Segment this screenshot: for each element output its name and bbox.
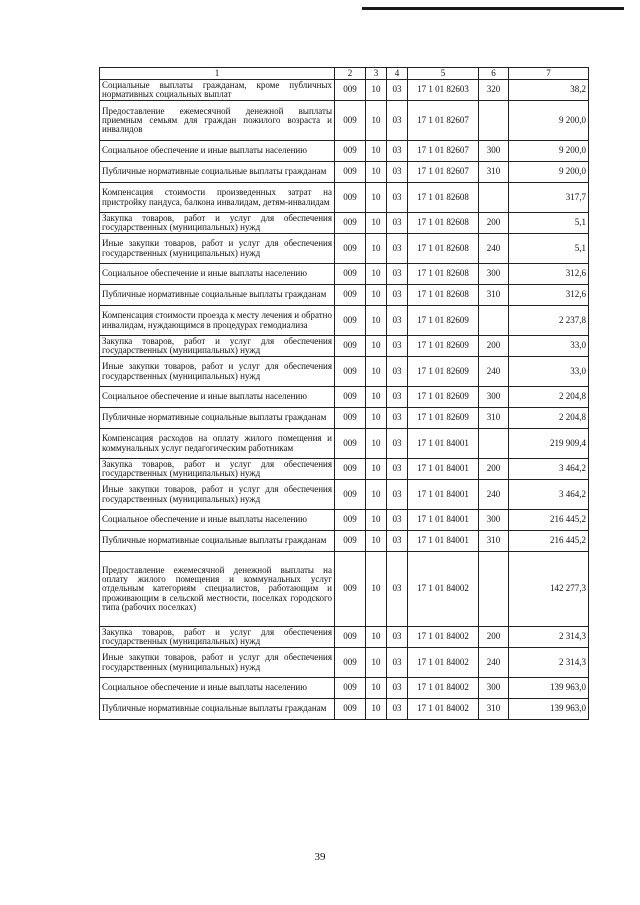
row-ved-cell: 009 xyxy=(335,408,366,429)
row-section-cell: 10 xyxy=(366,264,387,285)
table-row xyxy=(100,306,589,336)
row-expense-type-cell xyxy=(479,429,509,459)
row-expense-type-cell: 240 xyxy=(479,357,509,387)
row-section-cell: 10 xyxy=(366,678,387,699)
row-expense-type-cell: 300 xyxy=(479,141,509,162)
row-amount-cell: 312,6 xyxy=(509,285,589,306)
row-expense-type-cell: 320 xyxy=(479,80,509,101)
row-section-cell: 10 xyxy=(366,336,387,357)
row-ved-cell: 009 xyxy=(335,480,366,510)
row-target-article-cell: 17 1 01 82609 xyxy=(408,387,479,408)
row-expense-type-cell: 310 xyxy=(479,408,509,429)
row-expense-type-cell: 200 xyxy=(479,627,509,648)
row-expense-type-cell xyxy=(479,101,509,141)
row-expense-type-cell: 240 xyxy=(479,480,509,510)
row-target-article-cell: 17 1 01 82607 xyxy=(408,162,479,183)
row-expense-type-cell: 310 xyxy=(479,162,509,183)
row-subsection-cell: 03 xyxy=(387,648,408,678)
row-section-cell: 10 xyxy=(366,648,387,678)
table-row xyxy=(100,699,589,720)
row-amount-cell: 2 237,8 xyxy=(509,306,589,336)
row-subsection-cell: 03 xyxy=(387,459,408,480)
table-row xyxy=(100,264,589,285)
row-expense-type-cell: 240 xyxy=(479,234,509,264)
row-amount-cell: 219 909,4 xyxy=(509,429,589,459)
row-ved-cell: 009 xyxy=(335,80,366,101)
row-ved-cell: 009 xyxy=(335,285,366,306)
row-subsection-cell: 03 xyxy=(387,627,408,648)
table-row xyxy=(100,429,589,459)
row-name-cell: Компенсация расходов на оплату жилого помещения и коммунальных услуг педагогическим работникам xyxy=(100,429,335,459)
row-expense-type-cell xyxy=(479,183,509,213)
row-subsection-cell: 03 xyxy=(387,234,408,264)
table-row xyxy=(100,183,589,213)
row-amount-cell: 142 277,3 xyxy=(509,552,589,627)
header-col-6: 6 xyxy=(479,68,509,80)
row-subsection-cell: 03 xyxy=(387,678,408,699)
header-col-1: 1 xyxy=(100,68,335,80)
row-expense-type-cell: 200 xyxy=(479,336,509,357)
table-row xyxy=(100,141,589,162)
row-target-article-cell: 17 1 01 84001 xyxy=(408,510,479,531)
row-subsection-cell: 03 xyxy=(387,429,408,459)
row-name-cell: Компенсация стоимости произведенных затрат на пристройку пандуса, балкона инвалидам, детям-инвалидам xyxy=(100,183,335,213)
row-ved-cell: 009 xyxy=(335,162,366,183)
row-target-article-cell: 17 1 01 82608 xyxy=(408,234,479,264)
row-subsection-cell: 03 xyxy=(387,699,408,720)
row-section-cell: 10 xyxy=(366,429,387,459)
row-subsection-cell: 03 xyxy=(387,531,408,552)
row-name-cell: Иные закупки товаров, работ и услуг для обеспечения государственных (муниципальных) нужд xyxy=(100,234,335,264)
row-amount-cell: 216 445,2 xyxy=(509,510,589,531)
table-row xyxy=(100,336,589,357)
row-section-cell: 10 xyxy=(366,480,387,510)
row-name-cell: Предоставление ежемесячной денежной выплаты приемным семьям для граждан пожилого возраста и инвалидов xyxy=(100,101,335,141)
table-row xyxy=(100,285,589,306)
row-name-cell: Компенсация стоимости проезда к месту лечения и обратно инвалидам, нуждающимся в процедурах гемодиализа xyxy=(100,306,335,336)
row-amount-cell: 38,2 xyxy=(509,80,589,101)
row-section-cell: 10 xyxy=(366,141,387,162)
row-amount-cell: 5,1 xyxy=(509,213,589,234)
row-section-cell: 10 xyxy=(366,627,387,648)
row-amount-cell: 2 204,8 xyxy=(509,408,589,429)
row-ved-cell: 009 xyxy=(335,459,366,480)
row-subsection-cell: 03 xyxy=(387,141,408,162)
row-name-cell: Публичные нормативные социальные выплаты гражданам xyxy=(100,285,335,306)
row-expense-type-cell: 310 xyxy=(479,531,509,552)
row-target-article-cell: 17 1 01 82609 xyxy=(408,357,479,387)
row-ved-cell: 009 xyxy=(335,510,366,531)
row-name-cell: Социальное обеспечение и иные выплаты населению xyxy=(100,678,335,699)
table-row xyxy=(100,101,589,141)
row-section-cell: 10 xyxy=(366,162,387,183)
row-ved-cell: 009 xyxy=(335,699,366,720)
row-target-article-cell: 17 1 01 82609 xyxy=(408,336,479,357)
row-name-cell: Публичные нормативные социальные выплаты гражданам xyxy=(100,699,335,720)
row-name-cell: Социальное обеспечение и иные выплаты населению xyxy=(100,510,335,531)
row-target-article-cell: 17 1 01 84001 xyxy=(408,480,479,510)
table-row xyxy=(100,648,589,678)
row-amount-cell: 9 200,0 xyxy=(509,162,589,183)
table-row xyxy=(100,162,589,183)
row-ved-cell: 009 xyxy=(335,648,366,678)
row-name-cell: Иные закупки товаров, работ и услуг для обеспечения государственных (муниципальных) нужд xyxy=(100,480,335,510)
row-target-article-cell: 17 1 01 84001 xyxy=(408,531,479,552)
table-row xyxy=(100,234,589,264)
row-ved-cell: 009 xyxy=(335,213,366,234)
table-row xyxy=(100,357,589,387)
row-amount-cell: 33,0 xyxy=(509,336,589,357)
row-ved-cell: 009 xyxy=(335,183,366,213)
table-row xyxy=(100,459,589,480)
row-expense-type-cell: 200 xyxy=(479,459,509,480)
row-ved-cell: 009 xyxy=(335,429,366,459)
row-amount-cell: 5,1 xyxy=(509,234,589,264)
row-amount-cell: 9 200,0 xyxy=(509,101,589,141)
row-subsection-cell: 03 xyxy=(387,80,408,101)
row-target-article-cell: 17 1 01 82608 xyxy=(408,183,479,213)
row-subsection-cell: 03 xyxy=(387,183,408,213)
table-row xyxy=(100,80,589,101)
header-row xyxy=(100,68,589,80)
header-col-2: 2 xyxy=(335,68,366,80)
row-section-cell: 10 xyxy=(366,531,387,552)
table-row xyxy=(100,387,589,408)
row-target-article-cell: 17 1 01 84002 xyxy=(408,648,479,678)
header-col-5: 5 xyxy=(408,68,479,80)
table-row xyxy=(100,531,589,552)
table-body xyxy=(100,80,589,720)
budget-table xyxy=(99,67,589,720)
top-rule xyxy=(362,7,624,10)
table-row xyxy=(100,408,589,429)
table-row xyxy=(100,480,589,510)
row-expense-type-cell: 240 xyxy=(479,648,509,678)
table-row xyxy=(100,627,589,648)
row-amount-cell: 3 464,2 xyxy=(509,459,589,480)
row-ved-cell: 009 xyxy=(335,552,366,627)
row-ved-cell: 009 xyxy=(335,678,366,699)
row-subsection-cell: 03 xyxy=(387,408,408,429)
row-subsection-cell: 03 xyxy=(387,510,408,531)
row-section-cell: 10 xyxy=(366,306,387,336)
row-expense-type-cell: 300 xyxy=(479,387,509,408)
row-amount-cell: 312,6 xyxy=(509,264,589,285)
row-subsection-cell: 03 xyxy=(387,285,408,306)
row-subsection-cell: 03 xyxy=(387,480,408,510)
row-name-cell: Предоставление ежемесячной денежной выплаты на оплату жилого помещения и коммунальных услуг отдельным категориям специалистов, работающим и проживающим в сельской местности, поселках городского типа (рабочих поселках) xyxy=(100,552,335,627)
row-name-cell: Социальные выплаты гражданам, кроме публичных нормативных социальных выплат xyxy=(100,80,335,101)
row-target-article-cell: 17 1 01 84002 xyxy=(408,699,479,720)
row-subsection-cell: 03 xyxy=(387,336,408,357)
row-amount-cell: 33,0 xyxy=(509,357,589,387)
row-ved-cell: 009 xyxy=(335,101,366,141)
row-section-cell: 10 xyxy=(366,101,387,141)
table-row xyxy=(100,678,589,699)
row-ved-cell: 009 xyxy=(335,336,366,357)
row-section-cell: 10 xyxy=(366,285,387,306)
row-subsection-cell: 03 xyxy=(387,552,408,627)
row-section-cell: 10 xyxy=(366,80,387,101)
row-name-cell: Публичные нормативные социальные выплаты гражданам xyxy=(100,162,335,183)
row-name-cell: Публичные нормативные социальные выплаты гражданам xyxy=(100,408,335,429)
row-expense-type-cell: 300 xyxy=(479,510,509,531)
row-ved-cell: 009 xyxy=(335,264,366,285)
table-row xyxy=(100,510,589,531)
row-section-cell: 10 xyxy=(366,234,387,264)
row-amount-cell: 139 963,0 xyxy=(509,678,589,699)
row-expense-type-cell: 310 xyxy=(479,699,509,720)
row-amount-cell: 216 445,2 xyxy=(509,531,589,552)
row-target-article-cell: 17 1 01 82608 xyxy=(408,285,479,306)
row-name-cell: Социальное обеспечение и иные выплаты населению xyxy=(100,264,335,285)
row-target-article-cell: 17 1 01 82603 xyxy=(408,80,479,101)
row-target-article-cell: 17 1 01 82607 xyxy=(408,101,479,141)
row-target-article-cell: 17 1 01 82608 xyxy=(408,213,479,234)
row-target-article-cell: 17 1 01 82609 xyxy=(408,408,479,429)
header-col-3: 3 xyxy=(366,68,387,80)
row-ved-cell: 009 xyxy=(335,141,366,162)
row-name-cell: Закупка товаров, работ и услуг для обеспечения государственных (муниципальных) нужд xyxy=(100,213,335,234)
row-ved-cell: 009 xyxy=(335,531,366,552)
row-name-cell: Социальное обеспечение и иные выплаты населению xyxy=(100,141,335,162)
row-target-article-cell: 17 1 01 82608 xyxy=(408,264,479,285)
page-number: 39 xyxy=(314,851,326,863)
row-expense-type-cell xyxy=(479,306,509,336)
row-target-article-cell: 17 1 01 82607 xyxy=(408,141,479,162)
row-ved-cell: 009 xyxy=(335,234,366,264)
row-target-article-cell: 17 1 01 84001 xyxy=(408,429,479,459)
row-expense-type-cell: 300 xyxy=(479,678,509,699)
row-section-cell: 10 xyxy=(366,213,387,234)
row-name-cell: Публичные нормативные социальные выплаты гражданам xyxy=(100,531,335,552)
row-section-cell: 10 xyxy=(366,183,387,213)
row-subsection-cell: 03 xyxy=(387,264,408,285)
row-subsection-cell: 03 xyxy=(387,213,408,234)
row-ved-cell: 009 xyxy=(335,357,366,387)
row-expense-type-cell: 200 xyxy=(479,213,509,234)
row-target-article-cell: 17 1 01 84002 xyxy=(408,678,479,699)
row-expense-type-cell: 310 xyxy=(479,285,509,306)
row-amount-cell: 3 464,2 xyxy=(509,480,589,510)
row-amount-cell: 317,7 xyxy=(509,183,589,213)
row-name-cell: Иные закупки товаров, работ и услуг для обеспечения государственных (муниципальных) нужд xyxy=(100,648,335,678)
table-row xyxy=(100,552,589,627)
row-subsection-cell: 03 xyxy=(387,162,408,183)
row-subsection-cell: 03 xyxy=(387,306,408,336)
row-amount-cell: 9 200,0 xyxy=(509,141,589,162)
row-ved-cell: 009 xyxy=(335,627,366,648)
row-amount-cell: 139 963,0 xyxy=(509,699,589,720)
row-section-cell: 10 xyxy=(366,357,387,387)
row-amount-cell: 2 314,3 xyxy=(509,627,589,648)
row-section-cell: 10 xyxy=(366,408,387,429)
row-name-cell: Иные закупки товаров, работ и услуг для обеспечения государственных (муниципальных) нужд xyxy=(100,357,335,387)
row-section-cell: 10 xyxy=(366,459,387,480)
row-target-article-cell: 17 1 01 84002 xyxy=(408,627,479,648)
row-section-cell: 10 xyxy=(366,510,387,531)
row-name-cell: Социальное обеспечение и иные выплаты населению xyxy=(100,387,335,408)
row-section-cell: 10 xyxy=(366,387,387,408)
header-col-4: 4 xyxy=(387,68,408,80)
row-subsection-cell: 03 xyxy=(387,357,408,387)
row-target-article-cell: 17 1 01 84002 xyxy=(408,552,479,627)
row-target-article-cell: 17 1 01 84001 xyxy=(408,459,479,480)
row-amount-cell: 2 314,3 xyxy=(509,648,589,678)
row-expense-type-cell: 300 xyxy=(479,264,509,285)
row-subsection-cell: 03 xyxy=(387,387,408,408)
row-ved-cell: 009 xyxy=(335,306,366,336)
row-ved-cell: 009 xyxy=(335,387,366,408)
table-row xyxy=(100,213,589,234)
row-name-cell: Закупка товаров, работ и услуг для обеспечения государственных (муниципальных) нужд xyxy=(100,627,335,648)
row-section-cell: 10 xyxy=(366,552,387,627)
row-amount-cell: 2 204,8 xyxy=(509,387,589,408)
row-section-cell: 10 xyxy=(366,699,387,720)
row-name-cell: Закупка товаров, работ и услуг для обеспечения государственных (муниципальных) нужд xyxy=(100,336,335,357)
row-name-cell: Закупка товаров, работ и услуг для обеспечения государственных (муниципальных) нужд xyxy=(100,459,335,480)
row-subsection-cell: 03 xyxy=(387,101,408,141)
row-expense-type-cell xyxy=(479,552,509,627)
row-target-article-cell: 17 1 01 82609 xyxy=(408,306,479,336)
header-col-7: 7 xyxy=(509,68,589,80)
